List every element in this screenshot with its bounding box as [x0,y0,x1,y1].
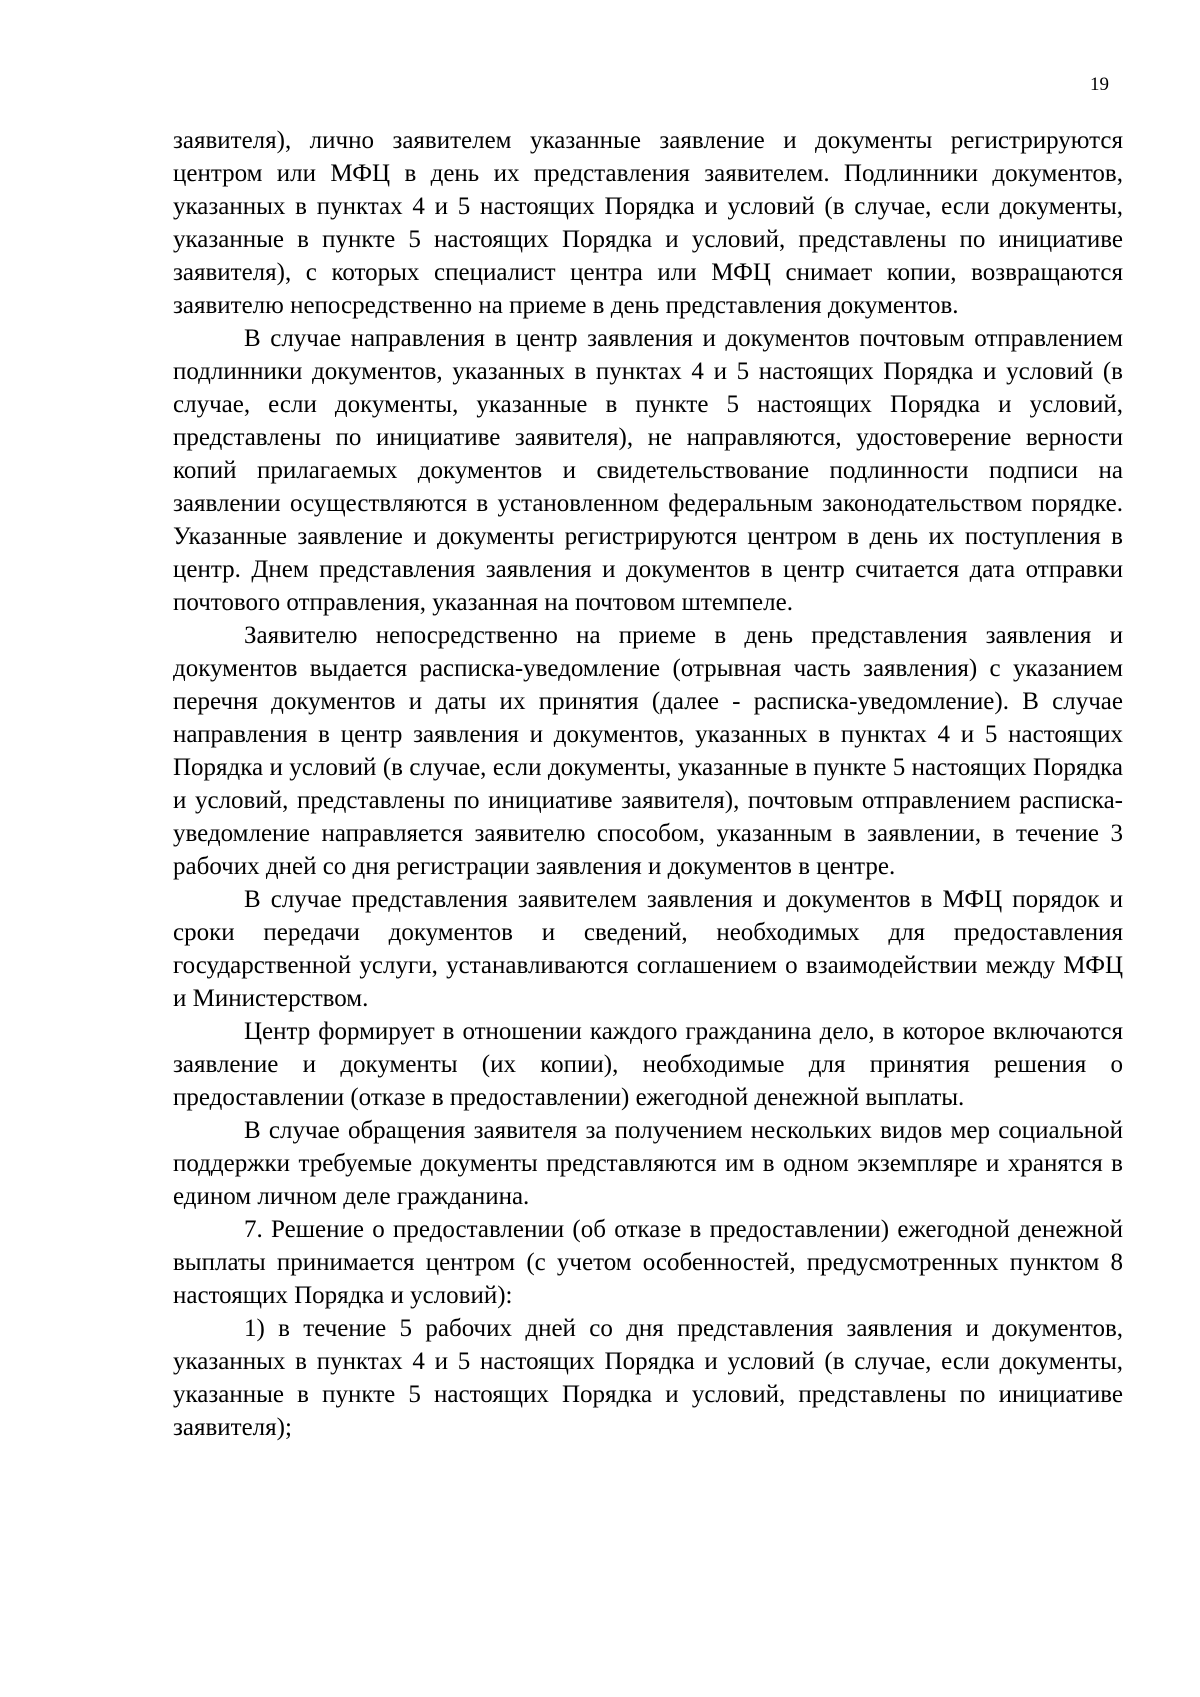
paragraph-section-7: 7. Решение о предоставлении (об отказе в предоставлении) ежегодной денежной выплаты принимается центром (с учетом особенностей, предусмотренных пунктом 8 настоящих Порядка и условий): [173,1216,1123,1309]
paragraph-receipt-notification: Заявителю непосредственно на приеме в день представления заявления и документов выдается расписка-уведомление (отрывная часть заявления) с указанием перечня документов и даты их принятия (далее - расписка-уведомление). В случае направления в центр заявления и документов, указанных в пунктах 4 и 5 настоящих Порядка и условий (в случае, если документы, указанные в пункте 5 настоящих Порядка и условий, представлены по инициативе заявителя), почтовым отправлением расписка-уведомление направляется заявителю способом, указанным в заявлении, в течение 3 рабочих дней со дня регистрации заявления и документов в центре. [173,622,1123,880]
page-number: 19 [1090,74,1109,95]
paragraph-multiple-support: В случае обращения заявителя за получением нескольких видов мер социальной поддержки требуемые документы представляются им в одном экземпляре и хранятся в едином личном деле гражданина. [173,1117,1123,1210]
document-body [173,124,1123,1444]
paragraph-item-1: 1) в течение 5 рабочих дней со дня представления заявления и документов, указанных в пунктах 4 и 5 настоящих Порядка и условий (в случае, если документы, указанные в пункте 5 настоящих Порядка и условий, представлены по инициативе заявителя); [173,1315,1123,1441]
paragraph-case-file: Центр формирует в отношении каждого гражданина дело, в которое включаются заявление и документы (их копии), необходимые для принятия решения о предоставлении (отказе в предоставлении) ежегодной денежной выплаты. [173,1018,1123,1111]
paragraph-postal-submission: В случае направления в центр заявления и документов почтовым отправлением подлинники документов, указанных в пунктах 4 и 5 настоящих Порядка и условий (в случае, если документы, указанные в пункте 5 настоящих Порядка и условий, представлены по инициативе заявителя), не направляются, удостоверение верности копий прилагаемых документов и свидетельствование подлинности подписи на заявлении осуществляются в установленном федеральным законодательством порядке. Указанные заявление и документы регистрируются центром в день их поступления в центр. Днем представления заявления и документов в центр считается дата отправки почтового отправления, указанная на почтовом штемпеле. [173,325,1123,616]
paragraph-continuation: заявителя), лично заявителем указанные заявление и документы регистрируются центром или МФЦ в день их представления заявителем. Подлинники документов, указанных в пунктах 4 и 5 настоящих Порядка и условий (в случае, если документы, указанные в пункте 5 настоящих Порядка и условий, представлены по инициативе заявителя), с которых специалист центра или МФЦ снимает копии, возвращаются заявителю непосредственно на приеме в день представления документов. [173,127,1123,319]
paragraph-mfc-submission: В случае представления заявителем заявления и документов в МФЦ порядок и сроки передачи документов и сведений, необходимых для предоставления государственной услуги, устанавливаются соглашением о взаимодействии между МФЦ и Министерством. [173,886,1123,1012]
